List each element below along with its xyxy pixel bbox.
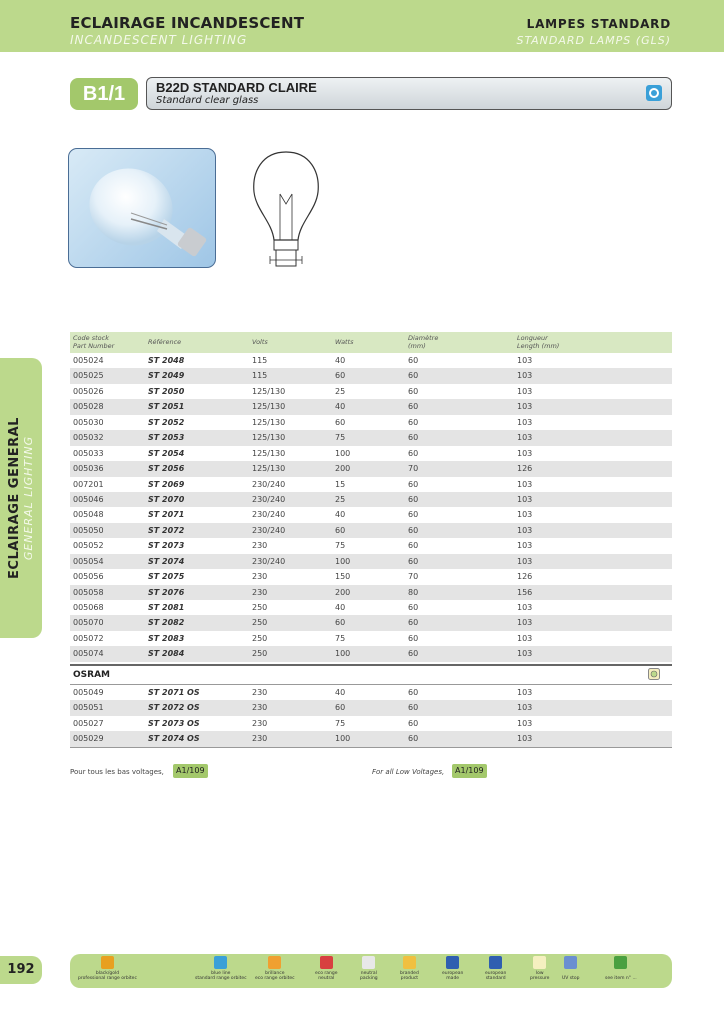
product-table	[70, 332, 672, 748]
cell-watts: 75	[335, 633, 346, 643]
side-tab-text	[7, 417, 35, 579]
cell-code: 005024	[73, 356, 104, 365]
legend-label-fr: neutral	[360, 971, 377, 976]
table-row	[70, 538, 672, 553]
cell-diameter: 60	[408, 618, 419, 628]
cell-ref: ST 2054	[148, 448, 185, 458]
page-number: 192	[0, 956, 42, 984]
cell-watts: 40	[335, 356, 346, 365]
cell-length: 103	[517, 402, 533, 412]
cell-watts: 60	[335, 703, 346, 713]
cell-watts: 100	[335, 448, 351, 458]
cell-diameter: 60	[408, 556, 419, 566]
table-row	[70, 615, 672, 630]
category-title: LAMPES STANDARD	[526, 17, 671, 31]
cell-ref: ST 2049	[148, 371, 185, 381]
legend-item	[195, 956, 247, 981]
table-row	[70, 384, 672, 399]
cell-diameter: 60	[408, 386, 419, 396]
cell-volts: 230	[252, 541, 268, 551]
legend-label-en: see item n° ...	[605, 976, 637, 981]
cell-ref: ST 2069	[148, 479, 185, 489]
table-row	[70, 731, 672, 746]
low-voltage-ref-en[interactable]: A1/109	[452, 764, 487, 778]
cell-volts: 230	[252, 703, 268, 713]
cell-volts: 125/130	[252, 464, 286, 474]
cell-ref: ST 2075	[148, 572, 185, 582]
legend-icon	[564, 956, 577, 969]
cell-diameter: 60	[408, 510, 419, 520]
legend-label-en: eco range orbitec	[255, 976, 295, 981]
cell-ref: ST 2074	[148, 556, 185, 566]
cell-volts: 250	[252, 618, 268, 628]
cell-ref: ST 2083	[148, 633, 185, 643]
table-body	[70, 353, 672, 662]
cell-length: 103	[517, 687, 533, 697]
section-title: ECLAIRAGE INCANDESCENT	[70, 14, 305, 32]
cell-diameter: 70	[408, 464, 419, 474]
cell-ref: ST 2050	[148, 386, 185, 396]
legend-label-en: packing	[360, 976, 378, 981]
cell-length: 103	[517, 494, 533, 504]
cell-diameter: 60	[408, 703, 419, 713]
cell-length: 103	[517, 633, 533, 643]
cell-diameter: 60	[408, 633, 419, 643]
cell-length: 103	[517, 556, 533, 566]
cell-volts: 230/240	[252, 510, 286, 520]
cell-watts: 15	[335, 479, 346, 489]
legend-icon	[489, 956, 502, 969]
legend-item	[530, 956, 549, 981]
cell-ref: ST 2082	[148, 618, 185, 628]
osram-section-header	[70, 666, 672, 685]
legend-icon	[320, 956, 333, 969]
legend-item	[255, 956, 295, 981]
product-title-box	[146, 77, 672, 110]
legend-label-en: standard	[485, 976, 506, 981]
cell-diameter: 60	[408, 734, 419, 744]
cell-code: 005026	[73, 386, 104, 396]
table-row	[70, 477, 672, 492]
cell-diameter: 60	[408, 402, 419, 412]
cell-watts: 40	[335, 510, 346, 520]
legend-item	[485, 956, 506, 981]
side-tab-subtitle: GENERAL LIGHTING	[22, 435, 35, 561]
cell-code: 005072	[73, 633, 104, 643]
cell-code: 005050	[73, 525, 104, 535]
osram-table-body	[70, 685, 672, 747]
cell-diameter: 70	[408, 572, 419, 582]
legend-label-en: UV stop	[562, 976, 580, 981]
cell-diameter: 60	[408, 433, 419, 443]
cell-code: 005046	[73, 494, 104, 504]
cell-watts: 100	[335, 649, 351, 659]
header-bar	[0, 0, 724, 52]
cell-volts: 125/130	[252, 417, 286, 427]
product-subtitle: Standard clear glass	[156, 95, 259, 106]
cell-volts: 230	[252, 587, 268, 597]
cell-ref: ST 2076	[148, 587, 185, 597]
table-row	[70, 492, 672, 507]
cell-length: 103	[517, 618, 533, 628]
cell-volts: 230	[252, 687, 268, 697]
bulb-drawing-icon	[250, 148, 322, 290]
cell-volts: 115	[252, 356, 268, 365]
legend-icon	[362, 956, 375, 969]
cell-volts: 230/240	[252, 556, 286, 566]
cell-ref: ST 2072	[148, 525, 185, 535]
table-row	[70, 569, 672, 584]
cell-ref: ST 2081	[148, 603, 185, 612]
cell-length: 103	[517, 541, 533, 551]
legend-label-fr: european	[485, 971, 507, 976]
cell-length: 103	[517, 734, 533, 744]
cell-diameter: 60	[408, 687, 419, 697]
header-ref: Référence	[148, 338, 182, 346]
legend-item	[605, 956, 637, 981]
legend-label-en: professional range orbitec	[78, 976, 137, 981]
legend-icon	[614, 956, 627, 969]
cell-volts: 125/130	[252, 433, 286, 443]
table-row	[70, 600, 672, 615]
cell-ref: ST 2052	[148, 417, 185, 427]
cell-volts: 115	[252, 371, 268, 381]
cell-watts: 40	[335, 402, 346, 412]
header-watts: Watts	[335, 338, 354, 346]
header-volts: Volts	[252, 338, 268, 346]
legend-label-en: product	[400, 976, 419, 981]
cell-diameter: 60	[408, 417, 419, 427]
legend-item	[442, 956, 463, 981]
low-voltage-ref-fr[interactable]: A1/109	[173, 764, 208, 778]
cell-length: 103	[517, 433, 533, 443]
legend-bar	[70, 954, 672, 988]
cell-code: 005070	[73, 618, 104, 628]
cell-volts: 125/130	[252, 448, 286, 458]
table-row	[70, 399, 672, 414]
table-row	[70, 523, 672, 538]
legend-icon	[268, 956, 281, 969]
cell-volts: 230/240	[252, 494, 286, 504]
cell-watts: 100	[335, 556, 351, 566]
cell-diameter: 60	[408, 603, 419, 612]
cell-diameter: 80	[408, 587, 419, 597]
legend-item	[400, 956, 419, 981]
cell-code: 005048	[73, 510, 104, 520]
legend-label-fr: blue line	[211, 971, 231, 976]
low-voltage-note-en: For all Low Voltages,	[372, 768, 445, 776]
legend-icon	[403, 956, 416, 969]
osram-label: OSRAM	[73, 669, 110, 680]
cell-ref: ST 2072 OS	[148, 703, 200, 713]
cell-watts: 75	[335, 541, 346, 551]
table-row	[70, 368, 672, 383]
cell-code: 005054	[73, 556, 104, 566]
cell-diameter: 60	[408, 356, 419, 365]
cell-code: 005027	[73, 718, 104, 728]
cell-code: 005030	[73, 417, 104, 427]
cell-diameter: 60	[408, 541, 419, 551]
cell-code: 005074	[73, 649, 104, 659]
legend-icon	[101, 956, 114, 969]
cell-code: 005068	[73, 603, 104, 612]
table-row	[70, 554, 672, 569]
cell-length: 103	[517, 510, 533, 520]
legend-icon	[446, 956, 459, 969]
table-row	[70, 685, 672, 700]
cell-volts: 230/240	[252, 525, 286, 535]
cell-code: 005049	[73, 687, 104, 697]
cell-watts: 60	[335, 618, 346, 628]
cell-code: 005036	[73, 464, 104, 474]
product-code-badge: B1/1	[70, 78, 138, 110]
table-row	[70, 430, 672, 445]
side-tab-title: ECLAIRAGE GENERAL	[7, 417, 22, 579]
cell-length: 126	[517, 572, 533, 582]
cell-length: 103	[517, 703, 533, 713]
cell-length: 156	[517, 587, 533, 597]
cell-ref: ST 2048	[148, 356, 185, 365]
header-diameter: Diamètre (mm)	[408, 334, 439, 350]
legend-label-en: pressure	[530, 976, 550, 981]
table-row	[70, 631, 672, 646]
legend-label-fr: brillance	[265, 971, 285, 976]
table-row	[70, 461, 672, 476]
cell-diameter: 60	[408, 494, 419, 504]
cell-code: 005033	[73, 448, 104, 458]
legend-item	[78, 956, 137, 981]
cell-diameter: 60	[408, 718, 419, 728]
cell-length: 103	[517, 371, 533, 381]
cell-ref: ST 2073 OS	[148, 718, 200, 728]
cell-watts: 100	[335, 734, 351, 744]
cell-volts: 250	[252, 603, 268, 612]
cell-watts: 60	[335, 417, 346, 427]
product-photo	[68, 148, 216, 268]
cell-volts: 230	[252, 734, 268, 744]
cell-length: 126	[517, 464, 533, 474]
cell-watts: 150	[335, 572, 351, 582]
cell-diameter: 60	[408, 525, 419, 535]
cell-code: 005052	[73, 541, 104, 551]
cell-diameter: 60	[408, 649, 419, 659]
cell-diameter: 60	[408, 448, 419, 458]
cell-volts: 125/130	[252, 402, 286, 412]
cell-code: 005056	[73, 572, 104, 582]
cell-length: 103	[517, 386, 533, 396]
legend-item	[360, 956, 378, 981]
cell-length: 103	[517, 603, 533, 612]
cell-volts: 125/130	[252, 386, 286, 396]
table-row	[70, 700, 672, 715]
cell-length: 103	[517, 718, 533, 728]
cell-volts: 230	[252, 718, 268, 728]
cell-watts: 60	[335, 525, 346, 535]
cell-watts: 40	[335, 687, 346, 697]
table-row	[70, 585, 672, 600]
cell-watts: 60	[335, 371, 346, 381]
standard-range-icon	[645, 84, 663, 102]
legend-label-en: made	[446, 976, 460, 981]
cell-volts: 250	[252, 649, 268, 659]
cell-watts: 200	[335, 587, 351, 597]
cell-ref: ST 2053	[148, 433, 185, 443]
cell-ref: ST 2074 OS	[148, 734, 200, 744]
table-row	[70, 646, 672, 661]
cell-length: 103	[517, 525, 533, 535]
cell-volts: 230/240	[252, 479, 286, 489]
legend-item	[315, 956, 338, 981]
cell-code: 005028	[73, 402, 104, 412]
cell-length: 103	[517, 448, 533, 458]
low-voltage-note-fr: Pour tous les bas voltages,	[70, 768, 164, 776]
cell-code: 005051	[73, 703, 104, 713]
legend-label-fr: eco range	[315, 971, 338, 976]
legend-icon	[214, 956, 227, 969]
cell-diameter: 60	[408, 479, 419, 489]
branded-product-icon	[648, 668, 660, 680]
cell-ref: ST 2073	[148, 541, 185, 551]
legend-label-fr: low	[535, 971, 544, 976]
cell-ref: ST 2051	[148, 402, 185, 412]
legend-item	[562, 956, 580, 981]
cell-code: 005025	[73, 371, 104, 381]
cell-watts: 25	[335, 386, 346, 396]
cell-length: 103	[517, 356, 533, 365]
cell-watts: 40	[335, 603, 346, 612]
table-row	[70, 507, 672, 522]
cell-watts: 75	[335, 433, 346, 443]
table-row	[70, 353, 672, 368]
cell-ref: ST 2070	[148, 494, 185, 504]
table-row	[70, 446, 672, 461]
legend-label-fr: european	[442, 971, 464, 976]
cell-watts: 75	[335, 718, 346, 728]
cell-watts: 200	[335, 464, 351, 474]
cell-watts: 25	[335, 494, 346, 504]
product-title: B22D STANDARD CLAIRE	[156, 80, 317, 95]
legend-label-fr: branded	[400, 971, 419, 976]
cell-length: 103	[517, 417, 533, 427]
header-length: Longueur Length (mm)	[517, 334, 560, 350]
cell-ref: ST 2084	[148, 649, 185, 659]
cell-volts: 230	[252, 572, 268, 582]
category-subtitle: STANDARD LAMPS (GLS)	[516, 34, 671, 47]
legend-icon	[533, 956, 546, 969]
cell-ref: ST 2056	[148, 464, 185, 474]
cell-ref: ST 2071 OS	[148, 687, 200, 697]
section-subtitle: INCANDESCENT LIGHTING	[70, 33, 248, 47]
cell-ref: ST 2071	[148, 510, 185, 520]
bulb-photo-icon	[69, 149, 215, 267]
table-row	[70, 716, 672, 731]
table-header	[70, 332, 672, 353]
table-row	[70, 415, 672, 430]
cell-code: 005029	[73, 734, 104, 744]
cell-length: 103	[517, 479, 533, 489]
cell-volts: 250	[252, 633, 268, 643]
cell-code: 005058	[73, 587, 104, 597]
cell-length: 103	[517, 649, 533, 659]
cell-code: 005032	[73, 433, 104, 443]
cell-diameter: 60	[408, 371, 419, 381]
legend-label-en: neutral	[318, 976, 335, 981]
legend-label-fr: black/gold	[95, 971, 120, 976]
table-end-line	[70, 747, 672, 748]
header-code: Code stock Part Number	[73, 334, 115, 350]
cell-code: 007201	[73, 479, 104, 489]
legend-label-en: standard range orbitec	[195, 976, 247, 981]
